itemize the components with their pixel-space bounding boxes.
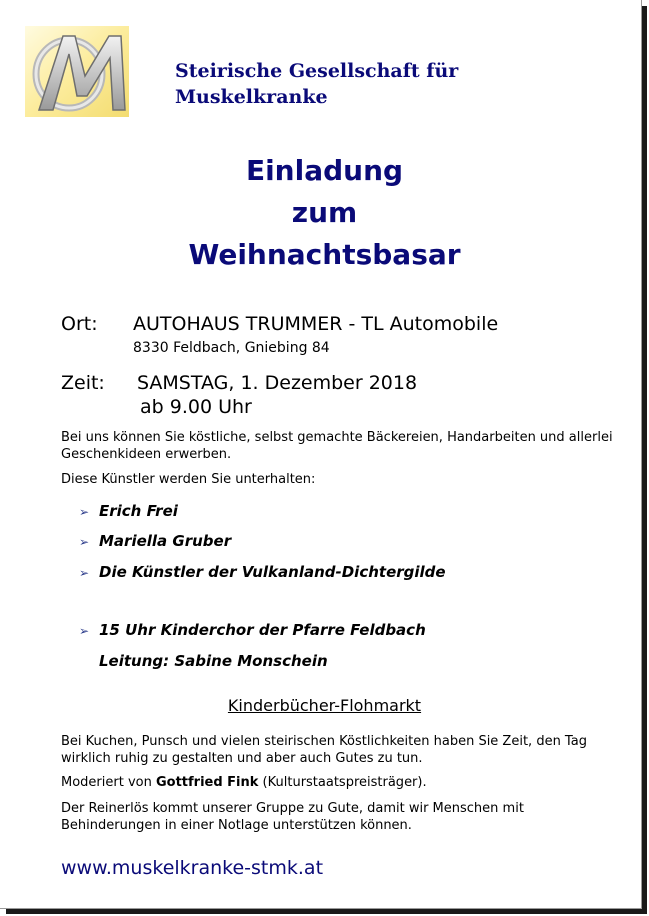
sgm-logo-icon <box>25 26 129 117</box>
moderation-prefix: Moderiert von <box>61 775 156 790</box>
page-shadow-bottom <box>6 909 647 914</box>
artist-item <box>79 532 231 550</box>
moderation-suffix: (Kulturstaatspreisträger). <box>258 775 427 790</box>
time-date: SAMSTAG, 1. Dezember 2018 <box>137 372 418 394</box>
artist-name: 15 Uhr Kinderchor der Pfarre Feldbach <box>99 621 426 639</box>
title-line-3: Weihnachtsbasar <box>188 238 461 271</box>
organization-name <box>175 58 458 110</box>
time-start: ab 9.00 Uhr <box>140 396 252 418</box>
artist-item <box>79 563 446 581</box>
page-shadow-right <box>642 6 647 914</box>
title-line-2: zum <box>291 196 358 229</box>
org-line-2: Muskelkranke <box>175 86 328 108</box>
arrow-bullet-icon: ➢ <box>79 535 90 549</box>
org-line-1: Steirische Gesellschaft für <box>175 60 459 82</box>
location-name: AUTOHAUS TRUMMER - TL Automobile <box>133 313 499 335</box>
time-label: Zeit: <box>61 372 105 394</box>
moderation-line <box>61 774 621 791</box>
artist-item <box>79 502 178 520</box>
artist-name: Mariella Gruber <box>99 532 232 550</box>
artist-name: Erich Frei <box>99 502 178 520</box>
reinerloes-paragraph: Der Reinerlös kommt unserer Gruppe zu Gute, damit wir Menschen mit Behinderungen in einer Notlage unterstützen können. <box>61 801 524 833</box>
invitation-title <box>0 150 649 276</box>
arrow-bullet-icon: ➢ <box>79 624 90 638</box>
flohmarkt-heading: Kinderbücher-Flohmarkt <box>227 696 422 715</box>
kuchen-paragraph: Bei Kuchen, Punsch und vielen steirischen Köstlichkeiten haben Sie Zeit, den Tag wirklich ruhig zu gestalten und aber auch Gutes zu tun. <box>61 734 587 766</box>
moderator-name: Gottfried Fink <box>155 775 259 790</box>
arrow-bullet-icon: ➢ <box>79 566 90 580</box>
website-link[interactable]: www.muskelkranke-stmk.at <box>61 857 324 879</box>
arrow-bullet-icon: ➢ <box>79 505 90 519</box>
artist-name: Die Künstler der Vulkanland-Dichtergilde <box>99 563 446 581</box>
artist-item <box>79 621 426 639</box>
location-address: 8330 Feldbach, Gniebing 84 <box>133 340 330 356</box>
artists-intro: Diese Künstler werden Sie unterhalten: <box>61 472 316 487</box>
location-label: Ort: <box>61 313 98 335</box>
choir-leader: Leitung: Sabine Monschein <box>99 652 328 670</box>
title-line-1: Einladung <box>245 154 404 187</box>
intro-paragraph: Bei uns können Sie köstliche, selbst gemachte Bäckereien, Handarbeiten und allerlei Geschenkideen erwerben. <box>61 430 613 462</box>
